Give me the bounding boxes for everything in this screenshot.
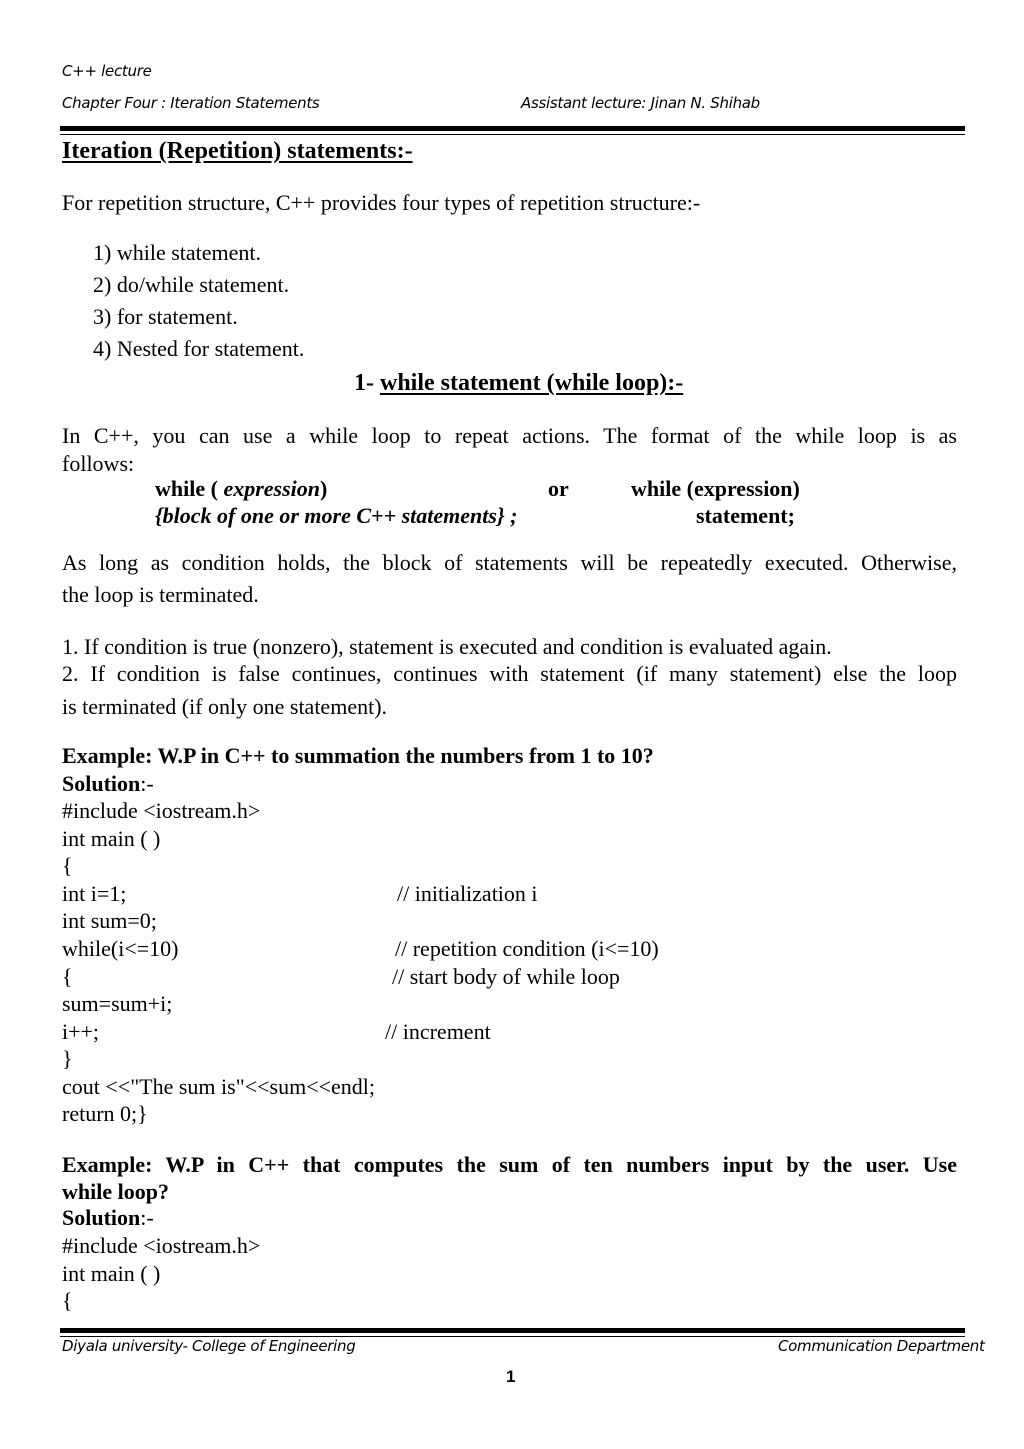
code-comment: // increment <box>385 1019 491 1044</box>
footer-divider <box>60 1328 965 1333</box>
code-line: sum=sum+i; <box>62 991 173 1016</box>
chapter-title: Chapter Four : Iteration Statements <box>62 94 320 112</box>
syntax-left-line1 <box>155 476 327 502</box>
code-line: } <box>62 1046 73 1071</box>
condition-line2: the loop is terminated. <box>62 582 259 607</box>
code-comment: // start body of while loop <box>392 964 620 989</box>
syntax-right-line1: while (expression) <box>631 476 800 501</box>
code-line: int main ( ) <box>62 1261 161 1286</box>
intro-text: For repetition structure, C++ provides four types of repetition structure:- <box>62 190 701 215</box>
list-item: 2) do/while statement. <box>93 272 290 297</box>
subsection-title: while statement (while loop):- <box>380 370 684 396</box>
rule-2-line1: 2. If condition is false continues, continues with statement (if many statement) else the loop <box>62 661 957 686</box>
code-line: int i=1; <box>62 881 127 906</box>
syntax-or: or <box>548 476 569 501</box>
solution-label: Solution <box>62 771 141 796</box>
subsection-number: 1- <box>354 370 374 396</box>
example2-title-line2: while loop? <box>62 1179 169 1204</box>
code-line: i++; <box>62 1019 100 1044</box>
code-comment: // initialization i <box>397 881 538 906</box>
while-intro-line2: follows: <box>62 451 135 476</box>
solution-suffix: :- <box>140 771 154 796</box>
list-item: 1) while statement. <box>93 240 262 265</box>
code-line: { <box>62 853 73 878</box>
syntax-keyword: while ( <box>155 476 218 501</box>
code-line: #include <iostream.h> <box>62 1233 261 1258</box>
solution-label: Solution <box>62 1205 141 1230</box>
code-line: cout <<"The sum is"<<sum<<endl; <box>62 1074 375 1099</box>
example1-solution <box>62 771 154 797</box>
code-line: { <box>62 964 73 989</box>
example1-title: Example: W.P in C++ to summation the numbers from 1 to 10? <box>62 743 654 768</box>
code-line: int sum=0; <box>62 908 157 933</box>
course-title: C++ lecture <box>62 62 152 80</box>
syntax-close-paren: ) <box>320 476 328 501</box>
while-intro-line1: In C++, you can use a while loop to repeat actions. The format of the while loop is as <box>62 423 957 448</box>
list-item: 4) Nested for statement. <box>93 336 305 361</box>
lecturer-name: Assistant lecture: Jinan N. Shihab <box>521 94 760 112</box>
header-divider-thin <box>60 134 965 135</box>
rule-2-line2: is terminated (if only one statement). <box>62 694 388 719</box>
example2-solution <box>62 1205 154 1231</box>
footer-university: Diyala university- College of Engineering <box>62 1337 356 1355</box>
rule-1: 1. If condition is true (nonzero), statement is executed and condition is evaluated again. <box>62 634 832 659</box>
solution-suffix: :- <box>140 1205 154 1230</box>
code-line: { <box>62 1288 73 1313</box>
section-title: Iteration (Repetition) statements:- <box>62 138 413 164</box>
list-item: 3) for statement. <box>93 304 238 329</box>
code-line: return 0;} <box>62 1101 148 1126</box>
page-number: 1 <box>506 1367 516 1386</box>
code-line: int main ( ) <box>62 826 161 851</box>
code-line: while(i<=10) <box>62 936 179 961</box>
syntax-left-line2: {block of one or more C++ statements} ; <box>155 503 518 528</box>
syntax-right-line2: statement; <box>696 503 795 528</box>
subsection-heading <box>354 370 683 397</box>
code-line: #include <iostream.h> <box>62 798 261 823</box>
footer-department: Communication Department <box>778 1337 985 1355</box>
code-comment: // repetition condition (i<=10) <box>395 936 659 961</box>
condition-line1: As long as condition holds, the block of statements will be repeatedly executed. Otherwise, <box>62 550 957 575</box>
syntax-expression: expression <box>223 476 321 501</box>
header-divider <box>60 126 965 131</box>
example2-title-line1: Example: W.P in C++ that computes the sum of ten numbers input by the user. Use <box>62 1152 957 1177</box>
